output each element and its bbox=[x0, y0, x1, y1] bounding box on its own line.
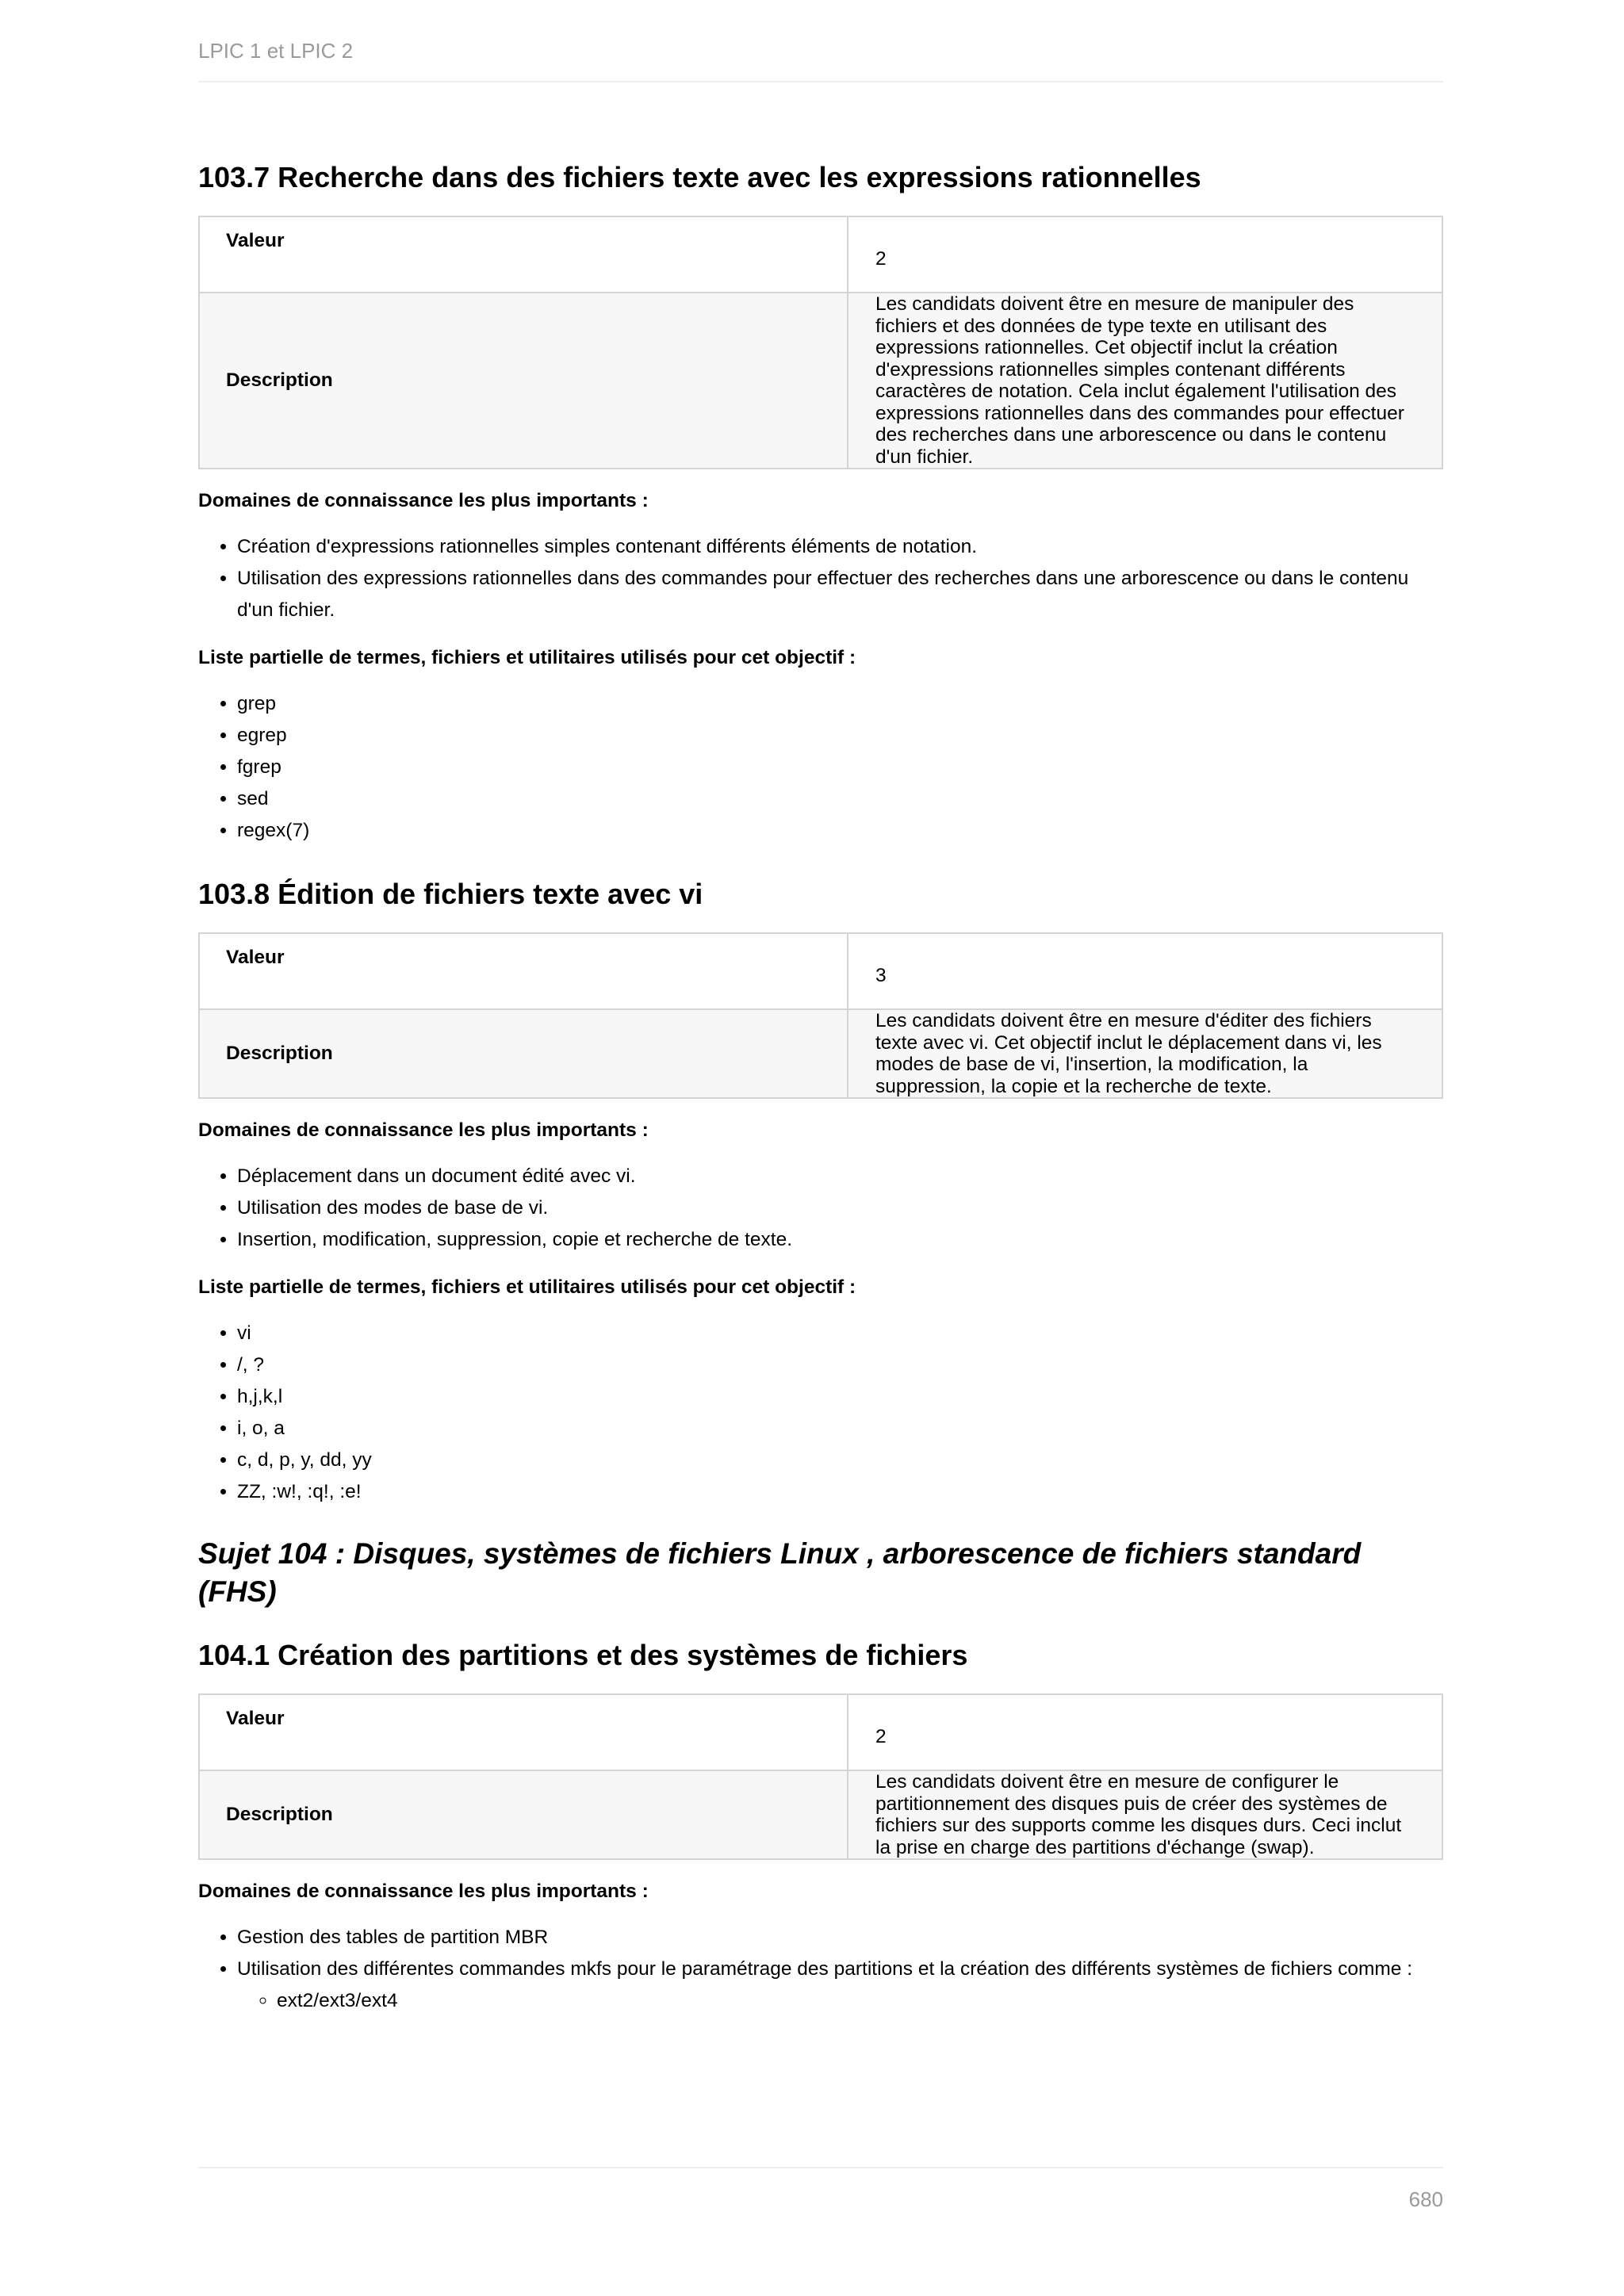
sub-list-item: ◦ ext2/ext3/ext4 bbox=[277, 1985, 1443, 2017]
valeur-value: 2 bbox=[848, 1694, 1442, 1770]
list-item: • Création d'expressions rationnelles simples contenant différents éléments de notation. bbox=[237, 531, 1443, 563]
table-row bbox=[199, 1694, 1442, 1770]
list-item: • /, ? bbox=[237, 1349, 1443, 1381]
objective-table-103-7 bbox=[198, 216, 1443, 469]
table-row bbox=[199, 293, 1442, 469]
description-value: Les candidats doivent être en mesure d'éditer des fichiers texte avec vi. Cet objectif inclut le déplacement dans vi, les modes de base de vi, l'insertion, la modification, la suppression, la copie et la recherche de texte. bbox=[848, 1009, 1442, 1098]
domaines-list bbox=[198, 531, 1443, 626]
description-value: Les candidats doivent être en mesure de manipuler des fichiers et des données de type texte en utilisant des expressions rationnelles. Cet objectif inclut la création d'expressions rationnelles simples contenant différents caractères de notation. Cela inclut également l'utilisation des expressions rationnelles dans des commandes pour effectuer des recherches dans une arborescence ou dans le contenu d'un fichier. bbox=[848, 293, 1442, 469]
termes-heading: Liste partielle de termes, fichiers et utilitaires utilisés pour cet objectif : bbox=[198, 1276, 856, 1298]
list-item: • egrep bbox=[237, 720, 1443, 752]
sub-list bbox=[237, 1985, 1443, 2017]
valeur-label: Valeur bbox=[199, 933, 848, 1009]
running-header bbox=[198, 36, 1443, 82]
valeur-label: Valeur bbox=[199, 216, 848, 293]
list-item: • Insertion, modification, suppression, copie et recherche de texte. bbox=[237, 1224, 1443, 1256]
running-title: LPIC 1 et LPIC 2 bbox=[198, 39, 354, 63]
list-item: • i, o, a bbox=[237, 1413, 1443, 1445]
table-row bbox=[199, 1009, 1442, 1098]
list-item: • grep bbox=[237, 688, 1443, 720]
domaines-heading: Domaines de connaissance les plus importants : bbox=[198, 1119, 649, 1141]
domaines-heading: Domaines de connaissance les plus importants : bbox=[198, 1881, 649, 1902]
section-title-103-7: 103.7 Recherche dans des fichiers texte avec les expressions rationnelles bbox=[198, 161, 1201, 193]
description-label: Description bbox=[199, 1770, 848, 1859]
table-row bbox=[199, 1770, 1442, 1859]
valeur-value: 3 bbox=[848, 933, 1442, 1009]
list-item: • sed bbox=[237, 783, 1443, 815]
domaines-list bbox=[198, 1922, 1443, 2017]
objective-table-104-1 bbox=[198, 1693, 1443, 1860]
list-item: • c, d, p, y, dd, yy bbox=[237, 1445, 1443, 1476]
termes-list bbox=[198, 1318, 1443, 1508]
subject-title: Sujet 104 : Disques, systèmes de fichiers Linux , arborescence de fichiers standard (FHS) bbox=[198, 1537, 1362, 1608]
list-item: • regex(7) bbox=[237, 815, 1443, 847]
list-item: • Déplacement dans un document édité avec vi. bbox=[237, 1161, 1443, 1192]
list-item: • fgrep bbox=[237, 752, 1443, 783]
section-title-103-8: 103.8 Édition de fichiers texte avec vi bbox=[198, 878, 703, 910]
list-item-text: Utilisation des différentes commandes mkfs pour le paramétrage des partitions et la création des différents systèmes de fichiers comme : bbox=[237, 1958, 1413, 1980]
list-item: • Utilisation des expressions rationnelles dans des commandes pour effectuer des recherches dans une arborescence ou dans le contenu d'un fichier. bbox=[237, 563, 1443, 626]
description-label: Description bbox=[199, 1009, 848, 1098]
list-item: • Gestion des tables de partition MBR bbox=[237, 1922, 1443, 1954]
domaines-list bbox=[198, 1161, 1443, 1256]
list-item bbox=[237, 1954, 1443, 2017]
page-number: 680 bbox=[1408, 2187, 1443, 2211]
section-title-104-1: 104.1 Création des partitions et des systèmes de fichiers bbox=[198, 1639, 968, 1671]
footer-divider bbox=[198, 2167, 1443, 2168]
list-item: • h,j,k,l bbox=[237, 1381, 1443, 1413]
list-item: • vi bbox=[237, 1318, 1443, 1349]
valeur-value: 2 bbox=[848, 216, 1442, 293]
page-content bbox=[198, 159, 1443, 2017]
table-row bbox=[199, 216, 1442, 293]
valeur-label: Valeur bbox=[199, 1694, 848, 1770]
termes-heading: Liste partielle de termes, fichiers et utilitaires utilisés pour cet objectif : bbox=[198, 647, 856, 668]
description-label: Description bbox=[199, 293, 848, 469]
domaines-heading: Domaines de connaissance les plus importants : bbox=[198, 490, 649, 511]
termes-list bbox=[198, 688, 1443, 847]
list-item: • ZZ, :w!, :q!, :e! bbox=[237, 1476, 1443, 1508]
list-item: • Utilisation des modes de base de vi. bbox=[237, 1192, 1443, 1224]
description-value: Les candidats doivent être en mesure de configurer le partitionnement des disques puis de créer des systèmes de fichiers sur des supports comme les disques durs. Ceci inclut la prise en charge des partitions d'échange (swap). bbox=[848, 1770, 1442, 1859]
table-row bbox=[199, 933, 1442, 1009]
objective-table-103-8 bbox=[198, 932, 1443, 1099]
